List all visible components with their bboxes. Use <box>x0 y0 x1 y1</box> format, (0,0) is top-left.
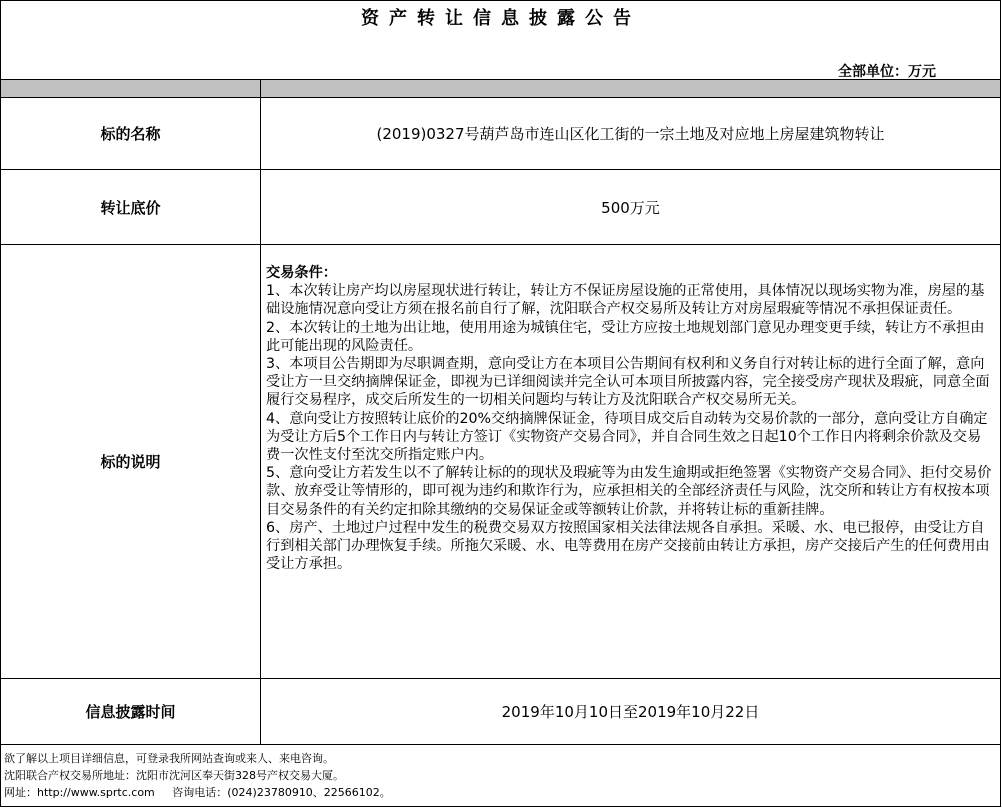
reserve-price-label: 转让底价 <box>1 170 261 245</box>
transaction-conditions-heading: 交易条件： <box>266 265 337 281</box>
condition-item-1: 1、本次转让房产均以房屋现状进行转让，转让方不保证房屋设施的正常使用，具体情况以现场实物为准，房屋的基础设施情况意向受让方须在报名前自行了解，沈阳联合产权交易所及转让方对房屋瑕疵等情况不承担保证责任。 <box>266 283 985 318</box>
footer-inquiry-line: 欲了解以上项目详细信息，可登录我所网站查询或来人、来电咨询。 <box>4 752 334 765</box>
table-row-disclosure-time <box>1 679 1001 745</box>
subject-name-value: (2019)0327号葫芦岛市连山区化工街的一宗土地及对应地上房屋建筑物转让 <box>261 98 1001 170</box>
subject-description-label: 标的说明 <box>1 245 261 679</box>
condition-item-5: 5、意向受让方若发生以不了解转让标的的现状及瑕疵等为由发生逾期或拒绝签署《实物资产交易合同》、拒付交易价款、放弃受让等情形的，即可视为违约和欺诈行为，应承担相关的全部经济责任与风险，沈交所和转让方有权按本项目交易条件的有关约定扣除其缴纳的交易保证金或等额转让价款，并将转让标的重新挂牌。 <box>266 465 992 518</box>
header-bar-left <box>1 80 261 98</box>
footer-contact-line: 网址：http://www.sprtc.com 咨询电话：(024)23780910、22566102。 <box>4 786 391 799</box>
unit-note: 全部单位：万元 <box>838 64 936 80</box>
table-row-subject-description <box>1 245 1001 679</box>
table-header-bar <box>1 80 1001 98</box>
header-bar-right <box>261 80 1001 98</box>
condition-item-2: 2、本次转让的土地为出让地，使用用途为城镇住宅，受让方应按土地规划部门意见办理变更手续，转让方不承担由此可能出现的风险责任。 <box>266 319 985 354</box>
footer-address-line: 沈阳联合产权交易所地址：沈阳市沈河区奉天街328号产权交易大厦。 <box>4 769 344 782</box>
condition-item-6: 6、房产、土地过户过程中发生的税费交易双方按照国家相关法律法规各自承担。采暖、水、电已报停，由受让方自行到相关部门办理恢复手续。所拖欠采暖、水、电等费用在房产交接前由转让方承担，房产交接后产生的任何费用由受让方承担。 <box>266 519 990 573</box>
subject-description-value <box>261 245 1001 679</box>
disclosure-table <box>0 79 1001 745</box>
subject-name-label: 标的名称 <box>1 98 261 170</box>
condition-item-3: 3、本项目公告期即为尽职调查期，意向受让方在本项目公告期间有权利和义务自行对转让标的进行全面了解，意向受让方一旦交纳摘牌保证金，即视为已详细阅读并完全认可本项目所披露内容，完全接受房产现状及瑕疵，同意全面履行交易程序，成交后所发生的一切相关问题均与转让方及沈阳联合产权交易所无关。 <box>266 356 990 409</box>
table-row-reserve-price <box>1 170 1001 245</box>
disclosure-time-label: 信息披露时间 <box>1 679 261 745</box>
table-row-subject-name <box>1 98 1001 170</box>
disclosure-time-value: 2019年10月10日至2019年10月22日 <box>261 679 1001 745</box>
reserve-price-value: 500万元 <box>261 170 1001 245</box>
footer-notes <box>4 750 391 801</box>
condition-item-4: 4、意向受让方按照转让底价的20%交纳摘牌保证金，待项目成交后自动转为交易价款的一部分，意向受让方自确定为受让方后5个工作日内与转让方签订《实物资产交易合同》，并自合同生效之日起10个工作日内将剩余价款及交易费一次性支付至沈交所指定账户内。 <box>266 410 988 464</box>
page-title: 资产转让信息披露公告 <box>361 8 641 29</box>
